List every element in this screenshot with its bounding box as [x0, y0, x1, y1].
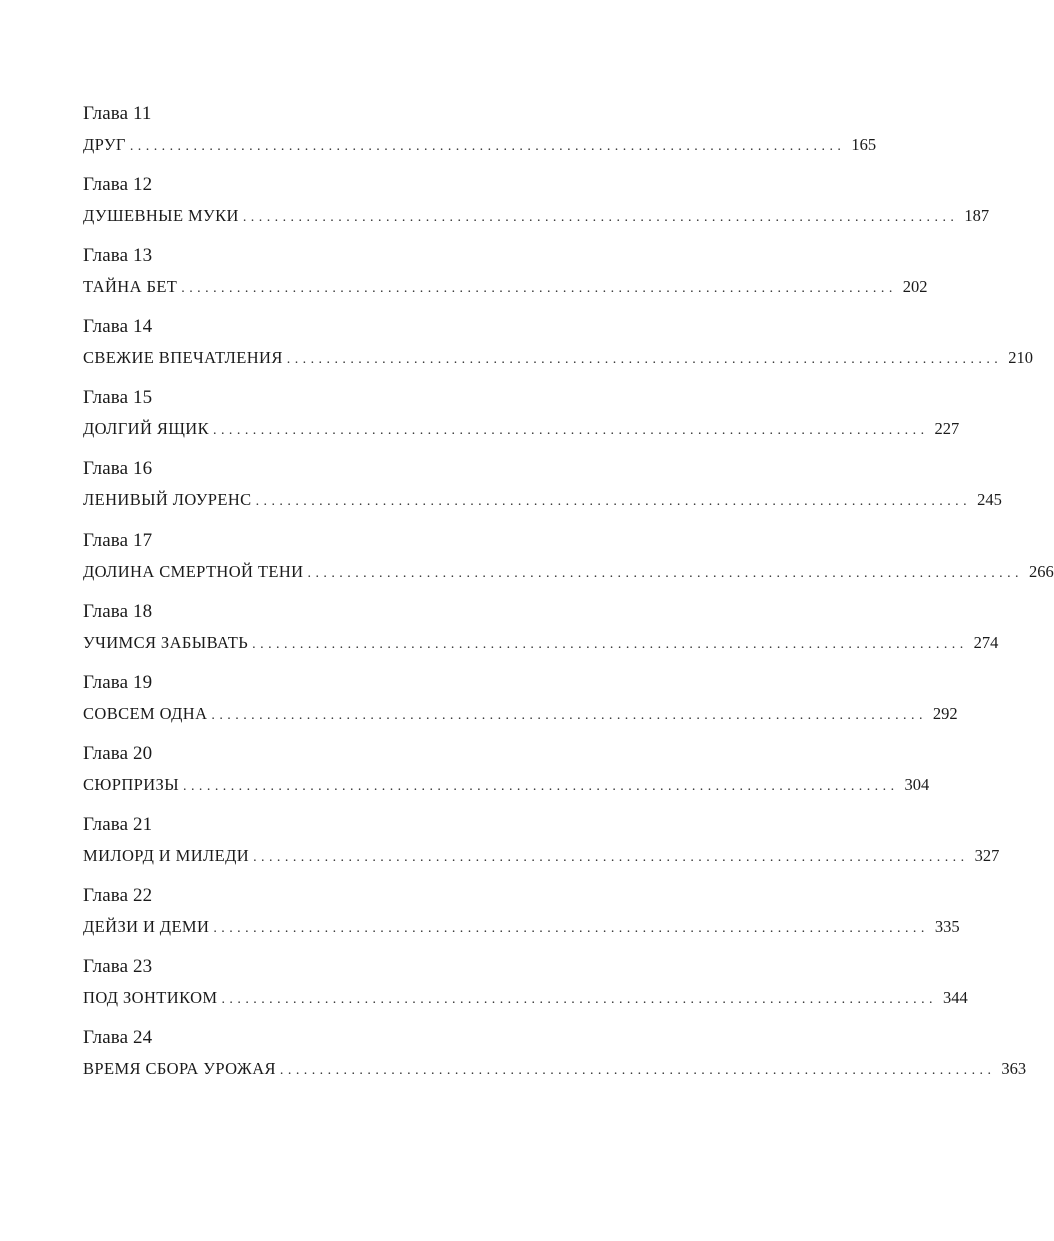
toc-entry — [83, 883, 960, 954]
chapter-title-line[interactable] — [83, 560, 1054, 584]
chapter-label: Глава 16 — [83, 458, 153, 480]
chapter-title-line[interactable] — [83, 915, 960, 939]
chapter-label: Глава 15 — [83, 387, 153, 409]
chapter-title-line[interactable] — [83, 346, 1033, 370]
chapter-label: Глава 12 — [83, 174, 153, 196]
page-number: 227 — [934, 419, 960, 439]
dot-leader: .......................................................................................... — [252, 636, 968, 652]
chapter-title-line[interactable] — [83, 702, 958, 726]
toc-entry — [83, 101, 877, 172]
dot-leader: .......................................................................................... — [307, 565, 1023, 581]
chapter-title-line[interactable] — [83, 204, 990, 228]
dot-leader: .......................................................................................... — [279, 1063, 996, 1079]
dot-leader: .......................................................................................... — [129, 139, 846, 154]
chapter-label: Глава 19 — [83, 671, 153, 693]
chapter-title: ТАЙНА БЕТ — [83, 277, 178, 297]
toc-entry — [83, 812, 1000, 883]
chapter-label: Глава 23 — [83, 956, 153, 978]
chapter-title: ЛЕНИВЫЙ ЛОУРЕНС — [83, 490, 252, 510]
page-number: 274 — [973, 632, 999, 652]
chapter-title: ДОЛИНА СМЕРТНОЙ ТЕНИ — [83, 561, 304, 581]
chapter-title-line[interactable] — [83, 773, 930, 797]
toc-entry — [83, 456, 1002, 527]
chapter-label: Глава 20 — [83, 742, 153, 764]
toc-entry — [83, 1025, 1027, 1096]
chapter-title-line[interactable] — [83, 844, 1000, 868]
chapter-label: Глава 18 — [83, 600, 153, 622]
dot-leader: .......................................................................................... — [286, 352, 1003, 368]
toc-entry — [83, 243, 928, 314]
chapter-title: ДЕЙЗИ И ДЕМИ — [83, 917, 210, 937]
page-number: 292 — [932, 703, 958, 723]
toc-entry — [83, 528, 1054, 599]
chapter-title: ПОД ЗОНТИКОМ — [83, 988, 218, 1008]
toc-entry — [83, 314, 1033, 385]
dot-leader: .......................................................................................... — [255, 494, 972, 510]
page-number: 210 — [1008, 348, 1033, 368]
chapter-title: СВЕЖИЕ ВПЕЧАТЛЕНИЯ — [83, 348, 283, 368]
dot-leader: .......................................................................................... — [221, 992, 937, 1008]
dot-leader: .......................................................................................... — [183, 778, 899, 794]
page-number: 165 — [851, 135, 877, 154]
chapter-title-line[interactable] — [83, 1057, 1027, 1081]
chapter-title-line[interactable] — [83, 488, 1002, 512]
chapter-title: ВРЕМЯ СБОРА УРОЖАЯ — [83, 1059, 276, 1079]
chapter-title-line[interactable] — [83, 275, 928, 299]
page-number: 335 — [934, 917, 960, 937]
toc-entry — [83, 741, 930, 812]
chapter-title: СЮРПРИЗЫ — [83, 774, 180, 794]
dot-leader: .......................................................................................... — [253, 849, 969, 865]
chapter-label: Глава 24 — [83, 1027, 153, 1049]
chapter-title: МИЛОРД И МИЛЕДИ — [83, 845, 250, 865]
page-number: 266 — [1029, 561, 1054, 581]
chapter-label: Глава 11 — [83, 103, 152, 124]
toc-entry — [83, 954, 968, 1025]
table-of-contents — [83, 101, 1054, 1096]
chapter-title-line[interactable] — [83, 133, 877, 157]
toc-entry — [83, 599, 999, 670]
chapter-title: ДРУГ — [83, 135, 126, 154]
chapter-title: СОВСЕМ ОДНА — [83, 703, 208, 723]
chapter-title: УЧИМСЯ ЗАБЫВАТЬ — [83, 632, 249, 652]
dot-leader: .......................................................................................... — [213, 921, 929, 937]
chapter-title: ДУШЕВНЫЕ МУКИ — [83, 206, 239, 226]
toc-entry — [83, 385, 960, 456]
toc-entry — [83, 670, 958, 741]
chapter-label: Глава 21 — [83, 813, 153, 835]
dot-leader: .......................................................................................... — [181, 281, 897, 297]
page-number: 363 — [1001, 1059, 1027, 1079]
chapter-title-line[interactable] — [83, 631, 999, 655]
chapter-title-line[interactable] — [83, 986, 968, 1010]
toc-entry — [83, 172, 990, 243]
chapter-label: Глава 13 — [83, 245, 153, 267]
chapter-title: ДОЛГИЙ ЯЩИК — [83, 419, 210, 439]
page-number: 304 — [904, 774, 930, 794]
page-number: 245 — [977, 490, 1002, 510]
chapter-title-line[interactable] — [83, 417, 960, 441]
dot-leader: .......................................................................................... — [213, 423, 929, 439]
chapter-label: Глава 14 — [83, 316, 153, 338]
page-number: 187 — [964, 206, 990, 226]
chapter-label: Глава 22 — [83, 885, 153, 907]
page-number: 202 — [902, 277, 928, 297]
chapter-label: Глава 17 — [83, 529, 153, 551]
dot-leader: .......................................................................................... — [242, 210, 959, 226]
page-number: 344 — [942, 988, 968, 1008]
dot-leader: .......................................................................................... — [211, 707, 927, 723]
page-number: 327 — [974, 845, 1000, 865]
